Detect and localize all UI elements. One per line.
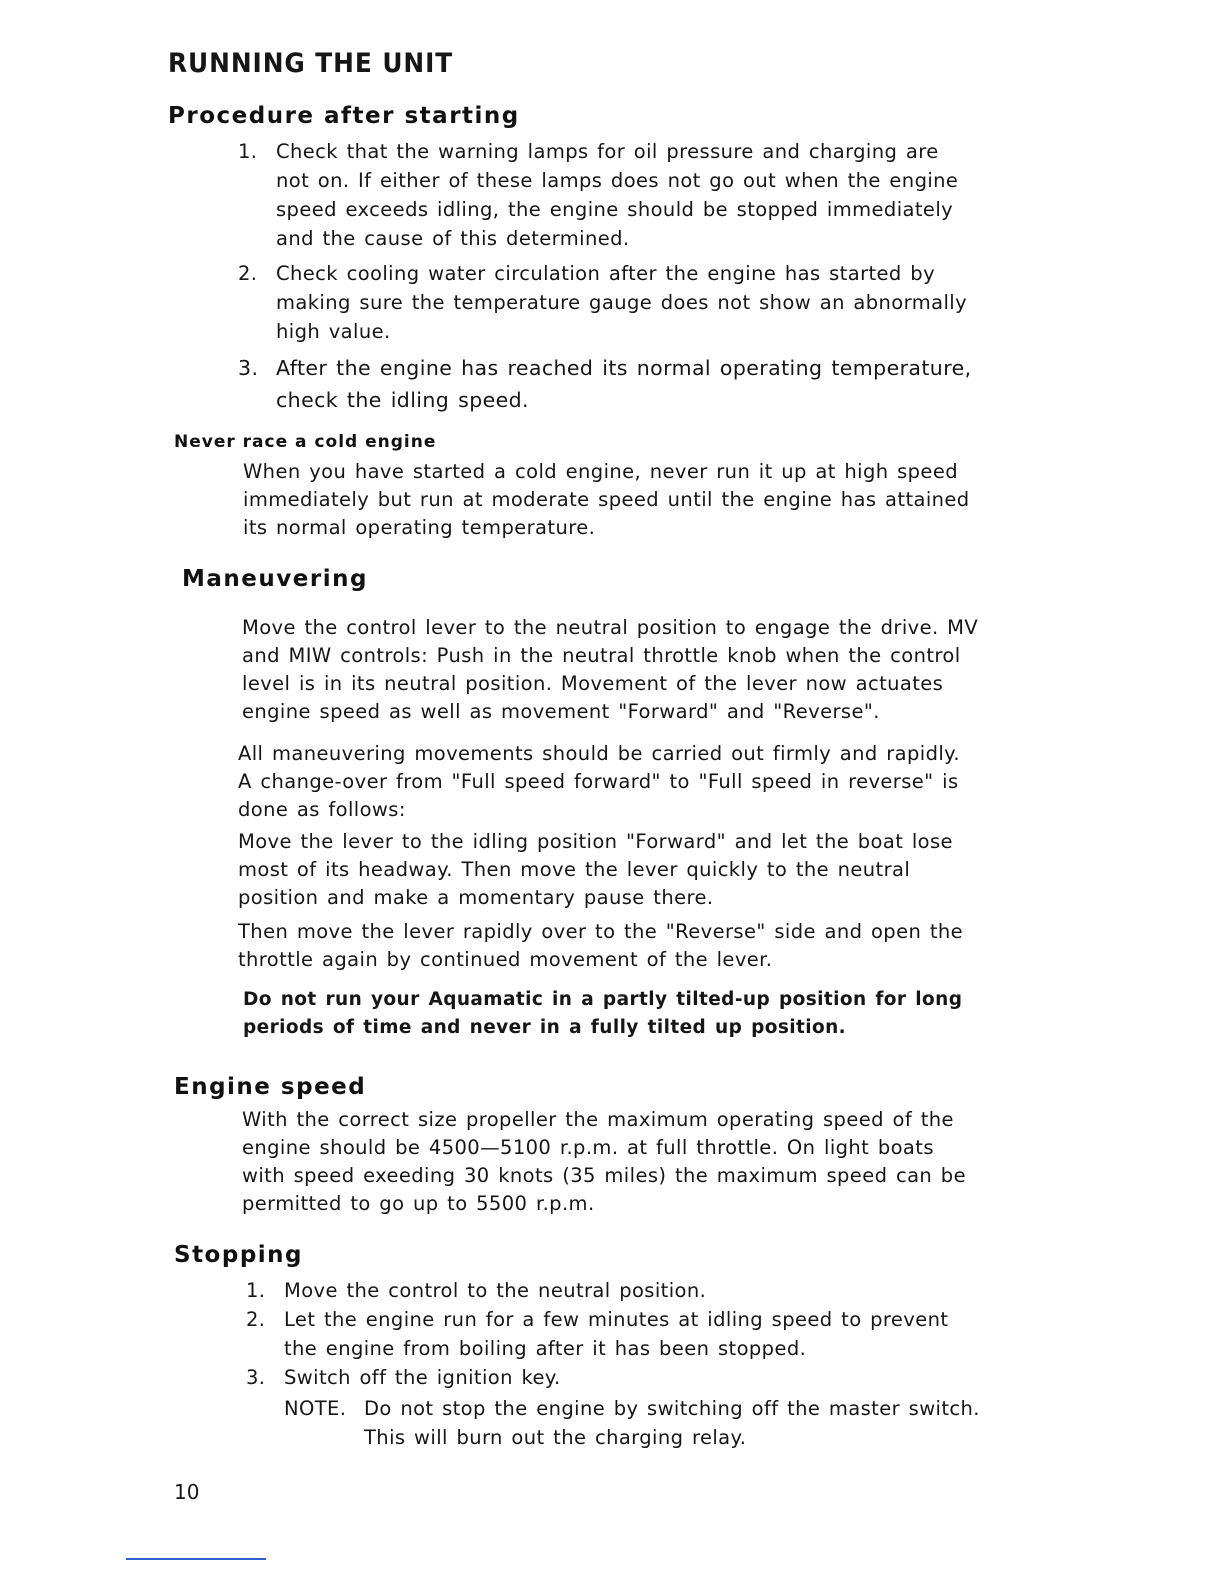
list-item-number: 1. (246, 1279, 266, 1302)
list-item (238, 259, 980, 346)
list-item-number: 3. (238, 356, 259, 380)
page-number: 10 (174, 1480, 200, 1504)
heading-procedure-after-starting: Procedure after starting (168, 103, 520, 129)
list-item-text: Switch off the ignition key. (284, 1366, 561, 1389)
page-title: RUNNING THE UNIT (168, 48, 454, 79)
list-item-text: Move the control to the neutral position. (284, 1279, 707, 1302)
list-item (246, 1276, 988, 1305)
list-item-text: Check cooling water circulation after the engine has started by making sure the temperature gauge does not show an abnormally high value. (276, 262, 968, 343)
engine-speed-paragraph: With the correct size propeller the maximum operating speed of the engine should be 4500—5100 r.p.m. at full throttle. On light boats with speed exeeding 30 knots (35 miles) the maximum speed can be permitted to go up to 5500 r.p.m. (242, 1108, 966, 1215)
maneuvering-paragraph-2: All maneuvering movements should be carried out firmly and rapidly. A change-over from "Full speed forward" to "Full speed in reverse" is done as follows: (238, 742, 960, 821)
heading-never-race-cold-engine: Never race a cold engine (174, 432, 437, 452)
note-text: Do not stop the engine by switching off the master switch. This will burn out the charging relay. (364, 1397, 980, 1449)
heading-maneuvering: Maneuvering (182, 566, 368, 592)
maneuvering-paragraph-3: Move the lever to the idling position "Forward" and let the boat lose most of its headway. Then move the lever quickly to the neutral position and make a momentary pause there. (238, 830, 953, 909)
stopping-list (246, 1276, 988, 1452)
list-item (238, 352, 980, 416)
cold-engine-paragraph: When you have started a cold engine, never run it up at high speed immediately but run at moderate speed until the engine has attained its normal operating temperature. (243, 460, 970, 539)
maneuvering-warning: Do not run your Aquamatic in a partly tilted-up position for long periods of time and never in a fully tilted up position. (243, 989, 963, 1038)
list-item-text: Check that the warning lamps for oil pressure and charging are not on. If either of these lamps does not go out when the engine speed exceeds idling, the engine should be stopped immediately and the cause of this determined. (276, 140, 959, 250)
footer-rule (126, 1558, 266, 1560)
list-item-number: 1. (238, 140, 258, 163)
heading-engine-speed: Engine speed (174, 1074, 367, 1100)
list-item-number: 3. (246, 1366, 266, 1389)
note-row (246, 1394, 988, 1452)
maneuvering-paragraph-4: Then move the lever rapidly over to the "Reverse" side and open the throttle again by continued movement of the lever. (238, 920, 964, 971)
note-block (284, 1394, 988, 1452)
procedure-list (238, 137, 980, 422)
list-item-text: After the engine has reached its normal operating temperature, check the idling speed. (276, 356, 972, 412)
list-item-number: 2. (238, 262, 258, 285)
maneuvering-paragraph-1: Move the control lever to the neutral position to engage the drive. MV and MIW controls: Push in the neutral throttle knob when the control level is in its neutral position. Movement of the lever now actuates engine speed as well as movement "Forward" and "Reverse". (242, 616, 979, 723)
list-item (238, 137, 980, 253)
list-item-number: 2. (246, 1308, 266, 1331)
list-item-text: Let the engine run for a few minutes at idling speed to prevent the engine from boiling after it has been stopped. (284, 1308, 949, 1360)
heading-stopping: Stopping (174, 1242, 304, 1268)
list-item (246, 1305, 988, 1363)
list-item (246, 1363, 988, 1392)
note-label: NOTE. (284, 1397, 347, 1420)
